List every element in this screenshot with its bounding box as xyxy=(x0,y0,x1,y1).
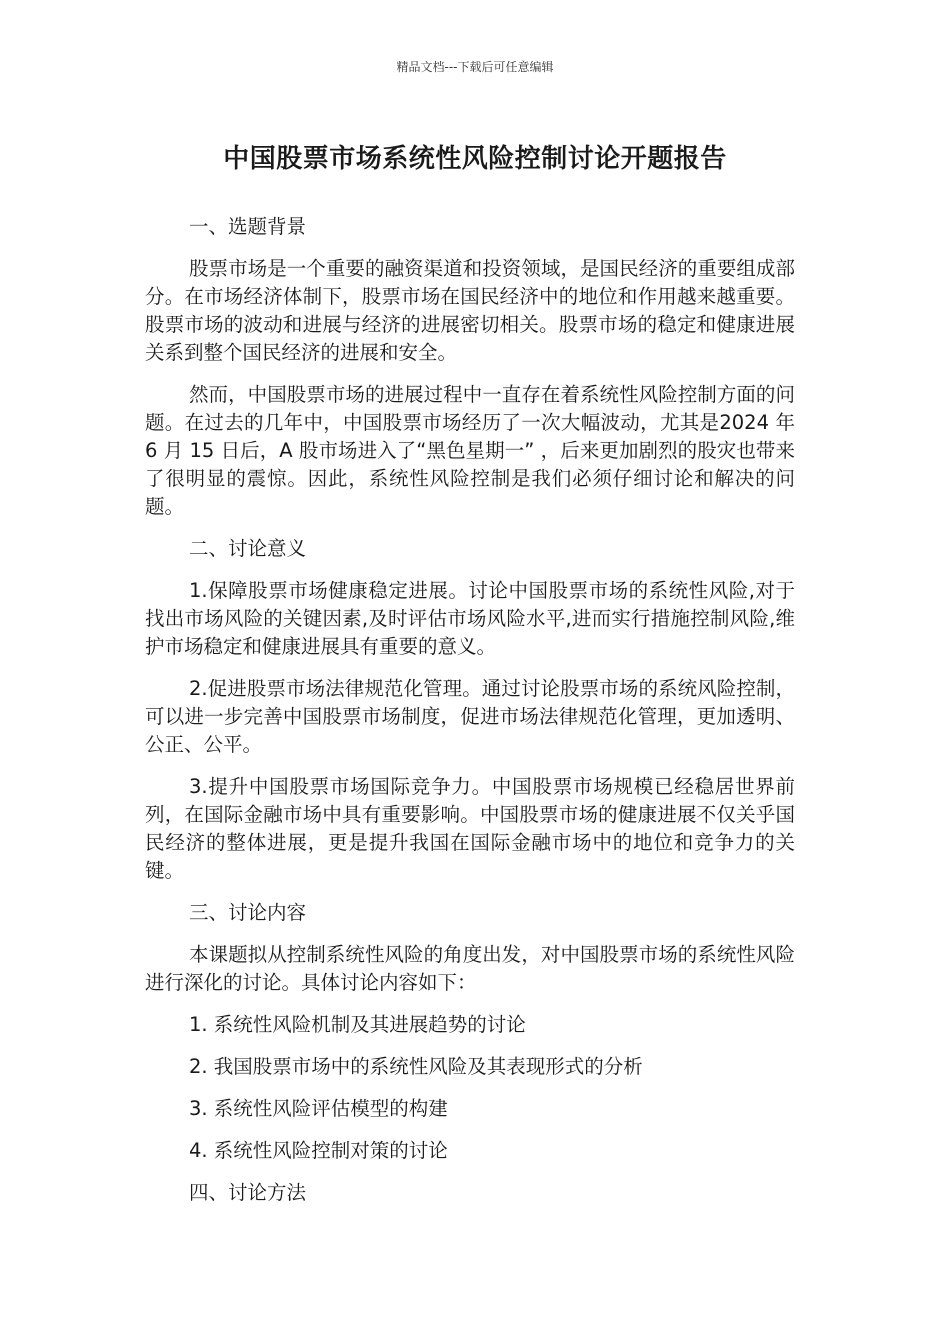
paragraph: 然而，中国股票市场的进展过程中一直存在着系统性风险控制方面的问题。在过去的几年中，中国股票市场经历了一次大幅波动，尤其是2024 年 6 月 15 日后，A 股市场进入了“黑色星期一” ，后来更加剧烈的股灾也带来了很明显的震惊。因此，系统性风险控制是我们必须仔细讨论和解决的问题。 xyxy=(145,383,795,518)
paragraph: 股票市场是一个重要的融资渠道和投资领域，是国民经济的重要组成部分。在市场经济体制下，股票市场在国民经济中的地位和作用越来越重要。股票市场的波动和进展与经济的进展密切相关。股票市场的稳定和健康进展关系到整个国民经济的进展和安全。 xyxy=(145,257,795,364)
document-body xyxy=(145,213,795,1221)
section-heading-background: 一、选题背景 xyxy=(189,215,307,238)
header-note: 精品文档---下载后可任意编辑 xyxy=(396,60,554,74)
section-heading-content: 三、讨论内容 xyxy=(189,901,307,924)
list-item: 3. 系统性风险评估模型的构建 xyxy=(189,1097,448,1120)
document-title: 中国股票市场系统性风险控制讨论开题报告 xyxy=(223,144,727,174)
section-heading-methods: 四、讨论方法 xyxy=(189,1181,307,1204)
paragraph: 1.保障股票市场健康稳定进展。讨论中国股票市场的系统性风险,对于找出市场风险的关键因素,及时评估市场风险水平,进而实行措施控制风险,维护市场稳定和健康进展具有重要的意义。 xyxy=(145,579,795,658)
paragraph: 2.促进股票市场法律规范化管理。通过讨论股票市场的系统风险控制，可以进一步完善中国股票市场制度，促进市场法律规范化管理，更加透明、公正、公平。 xyxy=(145,677,795,756)
list-item: 4. 系统性风险控制对策的讨论 xyxy=(189,1139,448,1162)
paragraph: 3.提升中国股票市场国际竞争力。中国股票市场规模已经稳居世界前列，在国际金融市场中具有重要影响。中国股票市场的健康进展不仅关乎国民经济的整体进展，更是提升我国在国际金融市场中的地位和竞争力的关键。 xyxy=(145,775,795,882)
paragraph: 本课题拟从控制系统性风险的角度出发，对中国股票市场的系统性风险进行深化的讨论。具体讨论内容如下： xyxy=(145,943,795,994)
section-heading-significance: 二、讨论意义 xyxy=(189,537,307,560)
list-item: 1. 系统性风险机制及其进展趋势的讨论 xyxy=(189,1013,526,1036)
list-item: 2. 我国股票市场中的系统性风险及其表现形式的分析 xyxy=(189,1055,643,1078)
